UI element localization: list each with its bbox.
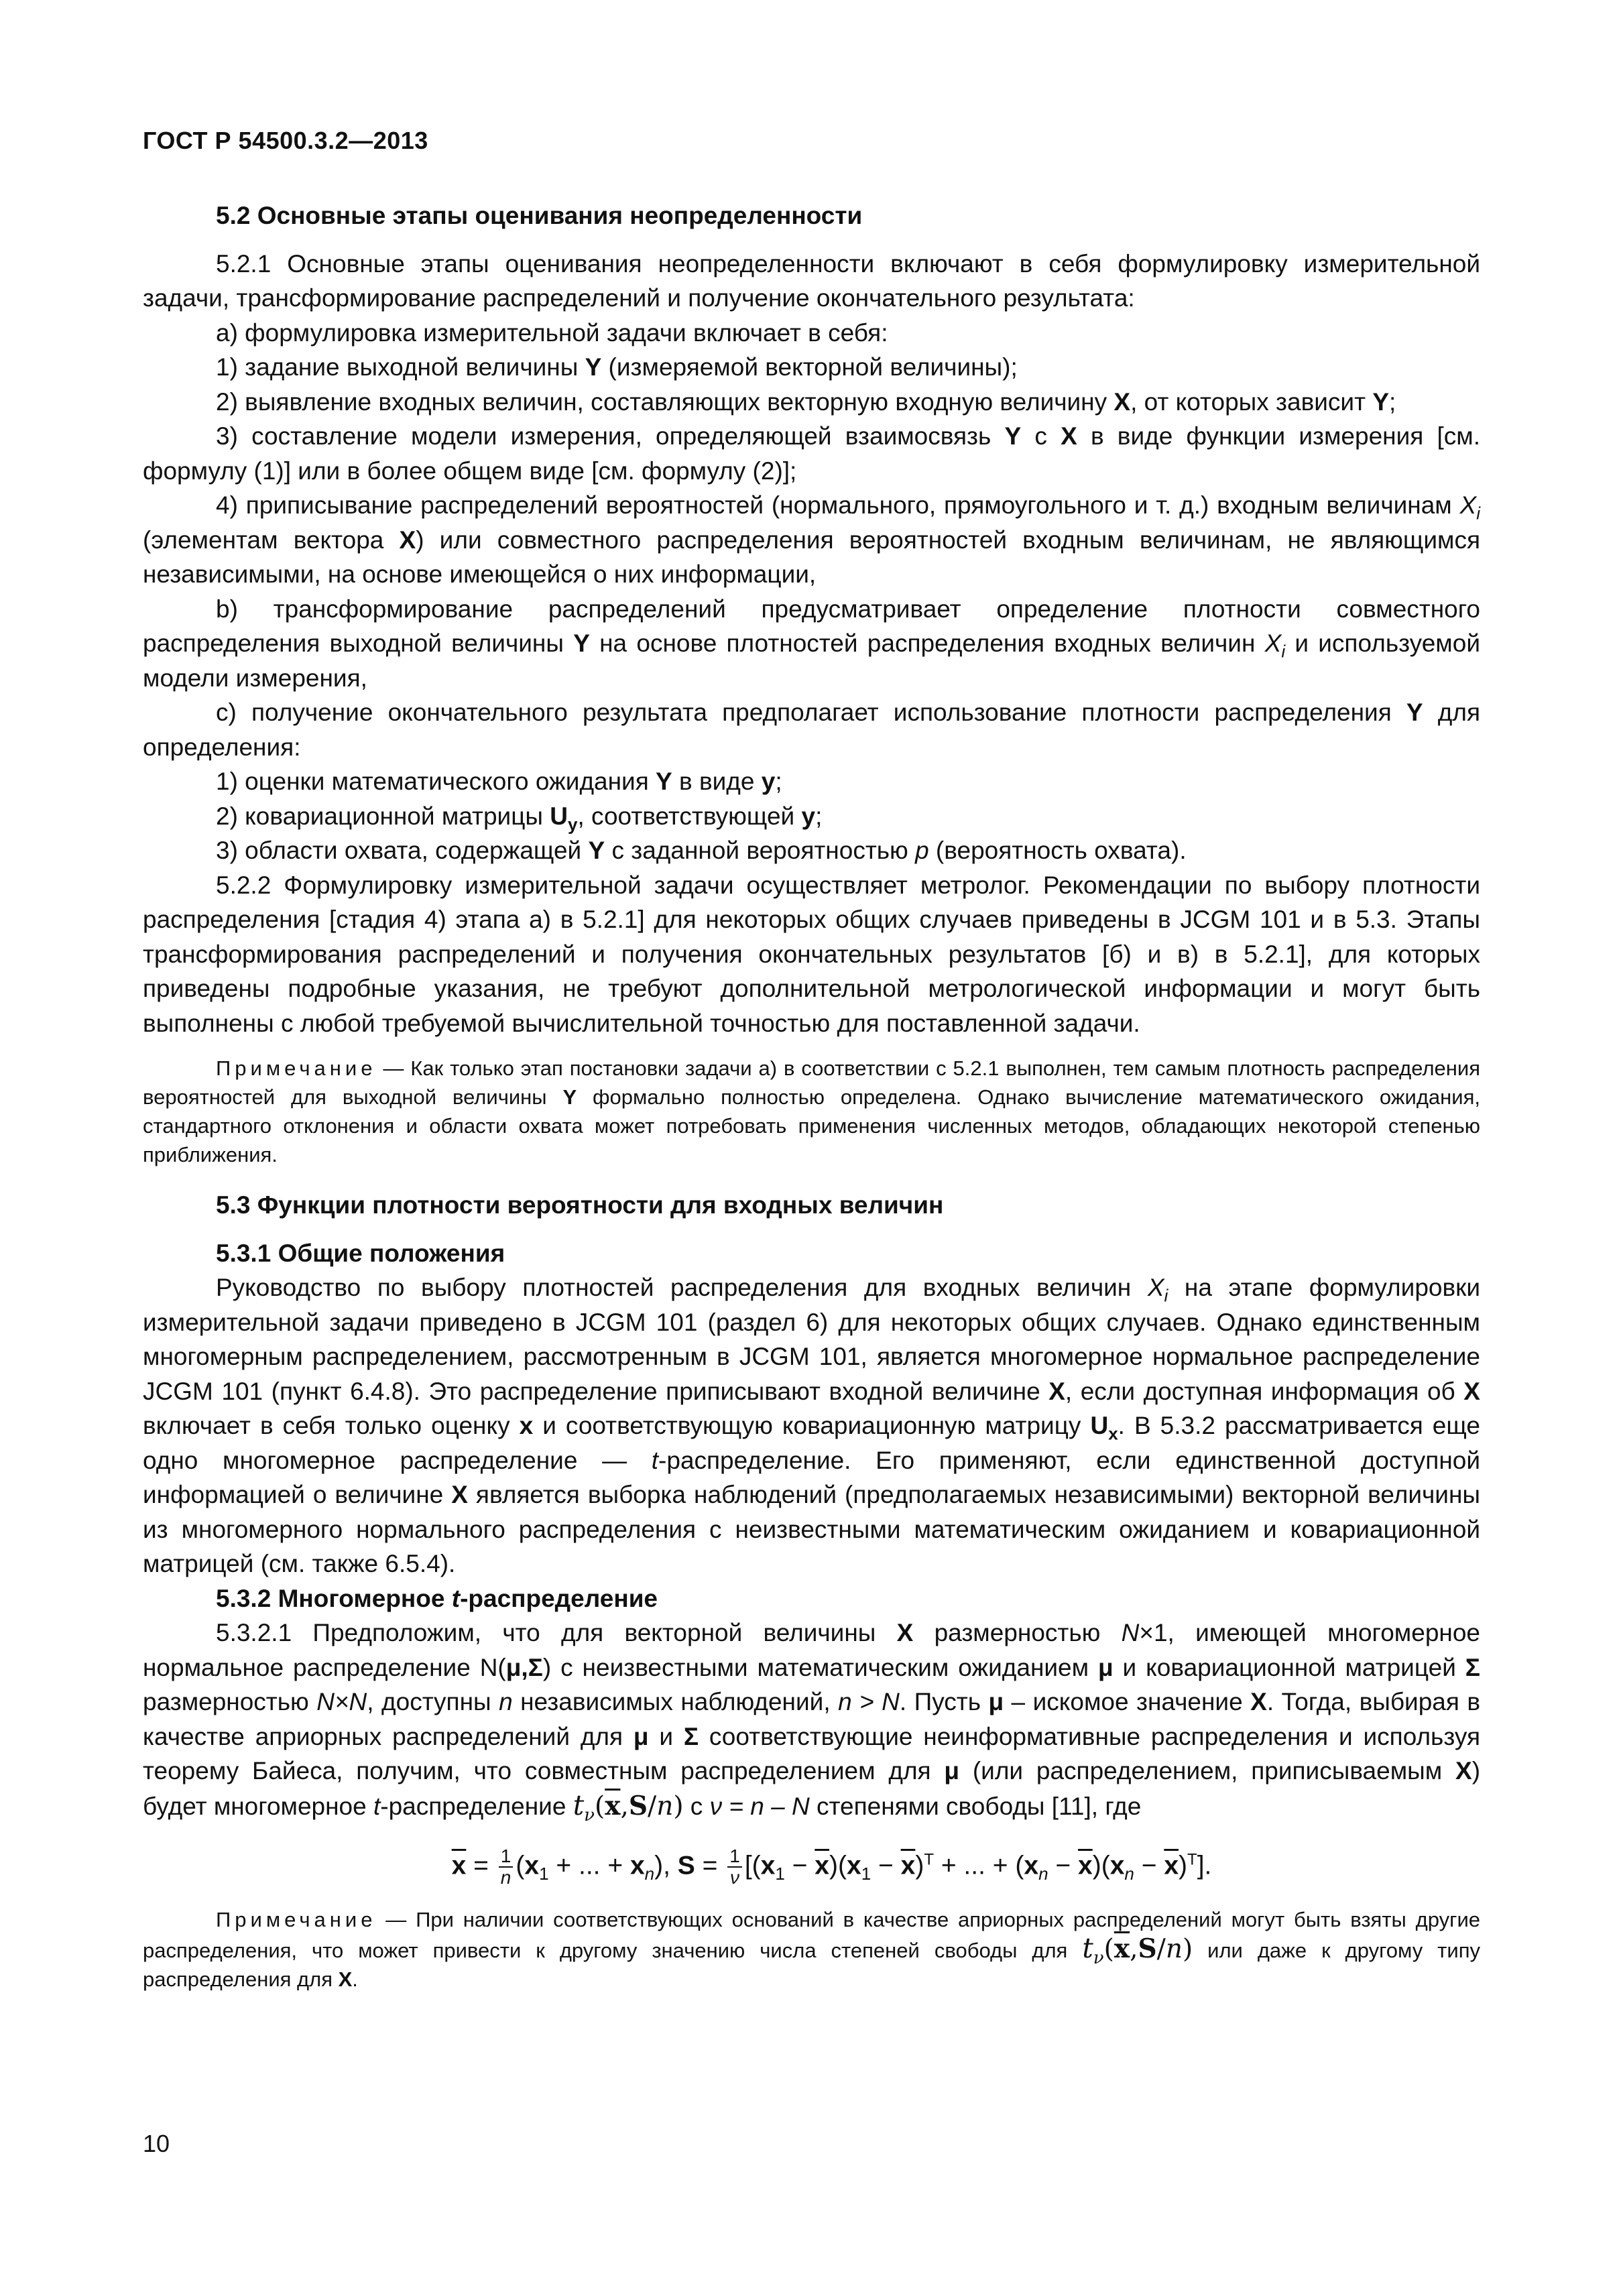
mean-and-covariance-formula: $\overline{x}$ = $\frac{1}{n}$ ($x_1$ + ... + $x_n$), S = $\frac{1}{\nu}$ [$(x_1 - \overline{x})(x_1 - \overline{x})^T$ + ... + $(x_n - \overline{x})(x_n - \overline{x})^T$]. (451, 1846, 1212, 1888)
t-distribution-symbol: $t_\nu$ (573, 1789, 595, 1825)
note-5-2: Примечание — Как только этап постановки задачи а) в соответствии с 5.2.1 выполнен, тем самым плотность распределения вероятностей для выходной величины Y формально полностью определена. Однако вычисление математического ожидания, стандартного отклонения и области охвата может потребовать применения численных методов, обладающих некоторой степенью приближения. (143, 1056, 1480, 1166)
paragraph-5-2-1: 5.2.1 Основные этапы оценивания неопределенности включают в себя формулировку измерительной задачи, трансформирование распределений и получение окончательного результата: (143, 249, 1480, 312)
note-label: Примечание (216, 1908, 377, 1931)
list-item-c2: 2) ковариационной матрицы $U_y$, соответствующей y; (216, 802, 823, 834)
list-item-a2: 2) выявление входных величин, составляющих векторную входную величину X, от которых зависит Y; (216, 387, 1396, 416)
paragraph-5-3-1: Руководство по выбору плотностей распределения для входных величин $X_i$ на этапе формулировки измерительной задачи приведено в JCGM 101 (раздел 6) для некоторых общих случаев. Однако единственным многомерным распределением, рассмотренным в JCGM 101, является многомерное нормальное распределение JCGM 101 (пункт 6.4.8). Это распределение приписывают входной величине X, если доступная информация об X включает в себя только оценку x и соответствующую ковариационную матрицу $U_x$. В 5.3.2 рассматривается еще одно многомерное распределение — t-распределение. Его применяют, если единственной доступной информацией о величине X является выборка наблюдений (предполагаемых независимыми) векторной величины из многомерного нормального распределения с неизвестными математическим ожиданием и ковариационной матрицей (см. также 6.5.4). (143, 1274, 1480, 1577)
note-label: Примечание (216, 1056, 377, 1080)
section-5-3-heading: 5.3 Функции плотности вероятности для входных величин (216, 1191, 944, 1219)
document-header: ГОСТ Р 54500.3.2—2013 (143, 127, 428, 154)
list-item-c1: 1) оценки математического ожидания Y в виде y; (216, 768, 782, 795)
list-item-a3: 3) составление модели измерения, определяющей взаимосвязь Y с X в виде функции измерения [см. формулу (1)] или в более общем виде [см. формулу (2)]; (143, 422, 1480, 485)
section-5-3-2-heading: 5.3.2 Многомерное t-распределение (216, 1584, 658, 1612)
section-5-3-1-heading: 5.3.1 Общие положения (216, 1239, 505, 1267)
paragraph-5-2-2: 5.2.2 Формулировку измерительной задачи осуществляет метролог. Рекомендации по выбору плотности распределения [стадия 4) этапа а) в 5.2.1] для некоторых общих случаев приведены в JCGM 101 и в 5.3. Этапы трансформирования распределений и получения окончательных результатов [б) и в) в 5.2.1], для которых приведены подробные указания, не требуют дополнительной метрологической информации и могут быть выполнены с любой требуемой вычислительной точностью для поставленной задачи. (143, 871, 1480, 1037)
list-item-a1: 1) задание выходной величины Y (измеряемой векторной величины); (216, 353, 1018, 381)
note-5-3-2: Примечание — При наличии соответствующих оснований в качестве априорных распределений могут быть взяты другие распределения, что может привести к другому значению числа степеней свободы для $t_\nu(\overline{x},S/n)$ или даже к другому типу распределения для X. (143, 1908, 1480, 1991)
page-number: 10 (143, 2130, 170, 2157)
list-item-b: b) трансформирование распределений предусматривает определение плотности совместного распределения выходной величины Y на основе плотностей распределения входных величин $X_i$ и используемой модели измерения, (143, 595, 1480, 692)
list-item-a: а) формулировка измерительной задачи включает в себя: (216, 318, 888, 347)
section-5-2-heading: 5.2 Основные этапы оценивания неопределенности (216, 202, 863, 229)
list-item-c3: 3) области охвата, содержащей Y с заданной вероятностью p (вероятность охвата). (216, 837, 1187, 864)
page-body (143, 198, 1480, 2012)
paragraph-5-3-2-1: 5.3.2.1 Предположим, что для векторной величины X размерностью N×1, имеющей многомерное нормальное распределение N(μ,Σ) с неизвестными математическим ожиданием μ и ковариационной матрицей Σ размерностью N×N, доступны n независимых наблюдений, n > N. Пусть μ – искомое значение X. Тогда, выбирая в качестве априорных распределений для μ и Σ соответствующие неинформативные распределения и используя теорему Байеса, получим, что совместным распределением для μ (или распределением, приписываемым X) будет многомерное t-распределение $t_\nu(\overline{x},S/n)$ с ν = n – N степенями свободы [11], где (143, 1619, 1481, 1825)
list-item-a4: 4) приписывание распределений вероятностей (нормального, прямоугольного и т. д.) входным величинам $X_i$ (элементам вектора X) или совместного распределения вероятностей входным величинам, не являющимся независимыми, на основе имеющейся о них информации, (143, 491, 1480, 588)
list-item-c: с) получение окончательного результата предполагает использование плотности распределения Y для определения: (143, 699, 1480, 761)
